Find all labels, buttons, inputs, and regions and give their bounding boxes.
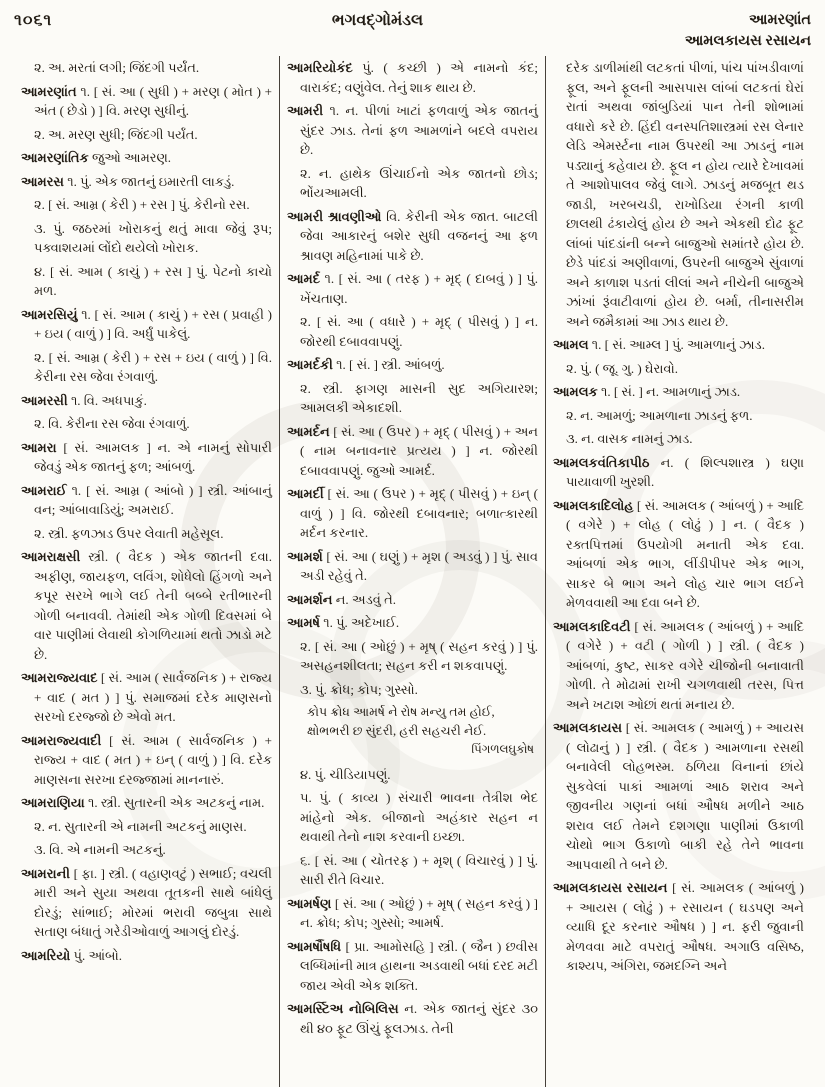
- dictionary-entry: આમરસ ૧. પું. એક જાતનું ઇમારતી લાકડું.: [21, 173, 235, 189]
- headword: આમરસી: [21, 392, 71, 408]
- headword: આમર્શન: [287, 591, 336, 607]
- dictionary-entry: આમરાઈ ૧. [ સં. આમ્ર ( આંબો ) ] સ્ત્રી. આંબાનું વન; આંબાવાડિયું; અમરાઈ.: [21, 482, 272, 518]
- dictionary-entry: આમર્ષણ [ સં. આ ( ઓછું ) + મૃષ્ ( સહન કરવું ) ] ન. ક્રોધ; કોપ; ગુસ્સો; આમર્ષ.: [287, 895, 538, 930]
- dictionary-entry: આમરી શ્રાવણીઓ વિ. કેરીની એક જાત. બાટલી જેવા આકારનું બશેર સુધી વજનનું આ ફળ શ્રાવણ મહિનામાં પાકે છે.: [287, 208, 538, 263]
- headword: આમર્દકી: [287, 357, 337, 373]
- headword: આમરણાંતિક: [21, 150, 92, 166]
- headword: આમલક: [553, 384, 601, 400]
- headword: આમલકાદિવટી: [553, 618, 635, 634]
- dictionary-entry: આમર્ષ ૧. પું. અદેખાઈ.: [287, 615, 400, 631]
- headword: આમર્ષૌષધિ: [287, 938, 346, 954]
- headword: આમલકાયસ: [553, 720, 626, 736]
- entry-sense: ૨. [ સં. આ ( ઓછું ) + મૃષ્ ( સહન કરવું ) ] પું. અસહનશીલતા; સહન કરી ન શકવાપણું.: [300, 638, 538, 674]
- headword: આમર્ષ: [287, 615, 324, 631]
- page-header: [14, 10, 811, 52]
- entry-sense: ૩. ન. વાસક નામનું ઝાડ.: [566, 431, 693, 447]
- dictionary-entry: આમલક ૧. [ સં. ] ન. આમળાનું ઝાડ.: [553, 384, 741, 400]
- dictionary-entry: આમલકાયસ [ સં. આમલક ( આમળું ) + આયસ ( લોઢાનું ) ] સ્ત્રી. ( વૈદક ) આમળાના રસથી બનાવેલી લોહભસ્મ. ઠળિયા વિનાનાં છાંયે સુકવેલાં પાકાં આમળાં આઠ શરાવ અને જીવનીય ગણનાં બધાં ઔષધ મળીને આઠ શરાવ લઈ તેમને દશગણા પાણીમાં ઉકાળી ચોથો ભાગ ઉકાળો બાકી રહે તેને ભાવના આપવાથી તે બને છે.: [553, 720, 804, 872]
- headword: આમરાક્ષસી: [21, 549, 89, 565]
- verse-quote: [287, 703, 538, 758]
- entry-sense: ૩. પું. ક્રોધ; કોપ; ગુસ્સો.: [300, 681, 418, 697]
- headword: આમરી શ્રાવણીઓ: [287, 208, 387, 224]
- dictionary-entry: આમરસી ૧. વિ. અધપાકું.: [21, 392, 147, 408]
- entry-sense: ૨. પું. ( જૂ. ગુ. ) ઘેરાવો.: [566, 360, 679, 376]
- headword: આમરાઈ: [21, 482, 72, 498]
- entry-sense: ૨. ન. સુતારની એ નામની અટકનું માણસ.: [34, 818, 247, 834]
- entry-sense: ૩. પું. જઠરમાં ખોરાકનું થતું માવા જેવું રૂપ; પક્વાશયમાં લોંદો થયેલો ખોરાક.: [34, 220, 272, 256]
- headword: આમર્દી: [287, 486, 328, 502]
- column-3: [545, 56, 811, 1087]
- headword: આમરાણિયા: [21, 795, 88, 811]
- entry-sense: ૨. ન. આમળું; આમળાના ઝાડનું ફળ.: [566, 407, 753, 423]
- headword: આમર્દ: [287, 271, 325, 287]
- dictionary-entry: આમરાક્ષસી સ્ત્રી. ( વૈદક ) એક જાતની દવા. અફીણ, જાયફળ, લવિંગ, શોધેલો હિંગળો અને કપૂર સરખે ભાગે લઈ તેની બબ્બે રતીભારની ગોળી બનાવવી. તેમાંથી એક ગોળી દિવસમાં બે વાર પાણીમાં લેવાથી કોગળિયામાં થતો ઝાડો મટે છે.: [21, 549, 272, 662]
- dictionary-entry: આમરણાંત ૧. [ સં. આ ( સુધી ) + મરણ ( મોત ) + અંત ( છેડો ) ] વિ. મરણ સુધીનું.: [21, 83, 273, 119]
- dictionary-entry: આમલકાદિવટી [ સં. આમલક ( આંબળું ) + આદિ ( વગેરે ) + વટી ( ગોળી ) ] સ્ત્રી. ( વૈદક ) આંબળાં, કુષ્ટ, સાકર વગેરે ચીજોની બનાવાતી ગોળી. તે મોઢામાં રાખી ચગળવાથી તરસ, પિત્ત અને ખટાશ ઓછાં થતાં મનાય છે.: [553, 618, 804, 712]
- entry-sense: ૨. [ સં. આમ્ર ( કેરી ) + રસ + ઇય ( વાળું ) ] વિ. કેરીના રસ જેવા રંગવાળું.: [34, 349, 272, 385]
- dictionary-entry: આમરા [ સં. આમલક ] ન. એ નામનું સોપારી જેવડું એક જાતનું ફળ; આંબળું.: [21, 439, 272, 475]
- headword: આમર્શ: [287, 548, 327, 564]
- column-2: [279, 56, 545, 1087]
- verse-line: ક્ષોભભરી છ સુંદરી, હરી સહચરી નેઈ.: [307, 723, 487, 738]
- dictionary-entry: આમરાજ્યવાદ [ સં. આમ ( સાર્વજનિક ) + રાજ્ય + વાદ ( મત ) ] પું. સમાજમાં દરેક માણસનો સરખો દરજ્જો છે એવો મત.: [21, 670, 272, 725]
- dictionary-entry: આમરાની [ ફા. ] સ્ત્રી. ( વહાણવટું ) સભાઈ; વચલી મારી અને સુયા અથવા તૂતકની સાથે બાંધેલું દોરડું; સાંભાઈ; મોરમાં ભરાવી જબુત્રા સાથે સતાણ બંધાતું ગરેડીઓવાળું આગલું દોરડું.: [21, 865, 272, 940]
- dictionary-entry: આમલકાયસ રસાયન [ સં. આમલક ( આંબળું ) + આયસ ( લોઢું ) + રસાયન ( ઘડપણ અને વ્યાધિ દૂર કરનાર ઔષધ ) ] ન. ફરી જુવાની મેળવવા માટે વપરાતું ઔષધ. અગાઉ વસિષ્ઠ, કાશ્યપ, અંગિરા, જમદગ્નિ અને: [553, 880, 804, 974]
- book-title: ભગવદ્ગોમંડલ: [331, 12, 424, 29]
- headword: આમરસ: [21, 173, 68, 189]
- entry-sense: ૨. અ. મરતાં લગી; જિંદગી પર્યંત.: [34, 60, 200, 76]
- headword: આમરાજ્યવાદ: [21, 670, 101, 686]
- entry-sense: ૪. પું. ચીડિયાપણું.: [300, 766, 391, 782]
- entry-sense: દરેક ડાળીમાંથી લટકતાં પીળાં, પાંચ પાંખડીવાળાં ફૂલ, અને ફૂલની આસપાસ લાંબાં લટકતાં ઘેરાં રાતાં અથવા જાંબુડિયાં પાન તેની શોભામાં વધારો કરે છે. હિંદી વનસ્પતિશાસ્ત્રમાં રસ લેનાર લેડિ એમર્સ્ટના નામ ઉપરથી આ ઝાડનું નામ પડ્યાનું કહેવાય છે. ફૂલ ન હોય ત્યારે દેખાવમાં તે આશોપાલવ જેવું લાગે. ઝાડનું મજબૂત થડ જાડી, ખરબચડી, રાખોડિયા રંગની કાળી છાલથી ઢંકાયેલું હોય છે અને એકથી દોઢ ફૂટ લાંબાં પાંદડાંની બન્ને બાજુઓ સમાંતરે હોય છે. છેડે પાંદડાં અણીવાળાં, ઉપરની બાજુએ સુંવાળાં અને કાળાશ પડતાં લીલાં અને નીચેની બાજુએ ઝાંખાં રૂંવાટીવાળાં હોય છે. બર્મા, તીનાસરીમ અને જમૈકામાં આ ઝાડ થાય છે.: [566, 60, 804, 329]
- verse-line: કોપ ક્રોધ આમર્ષ ને રોષ મન્યુ તમ હોઈ,: [307, 705, 495, 720]
- entry-sense: ૨. સ્ત્રી. ફાગણ માસની સુદ અગિયારશ; આમલકી એકાદશી.: [300, 380, 538, 416]
- headword: આમરા: [21, 439, 64, 455]
- dictionary-entry: આમરસિયું ૧. [ સં. આમ ( કાચું ) + રસ ( પ્રવાહી ) + ઇય ( વાળું ) ] વિ. અર્ધું પાકેલું.: [21, 306, 272, 342]
- dictionary-entry: આમર્ષૌષધિ [ પ્રા. આમોસહિ ] સ્ત્રી. ( જૈન ) છવીસ લબ્ધિમાંની માત્ર હાથના અડવાથી બધાં દરદ મટી જાય એવી એક શક્તિ.: [287, 938, 539, 993]
- headword: આમર્દન: [287, 423, 334, 439]
- dictionary-entry: આમલકાદિલોહ [ સં. આમલક ( આંબળું ) + આદિ ( વગેરે ) + લોહ ( લોઢું ) ] ન. ( વૈદક ) રક્તપિત્તમાં ઉપયોગી મનાતી એક દવા. આંબળાં એક ભાગ, લીંડીપીપર એક ભાગ, સાકર બે ભાગ અને લોહ ચાર ભાગ લઈને મેળવવાથી આ દવા બને છે.: [553, 497, 804, 611]
- headword: આમરિયો: [21, 947, 74, 963]
- dictionary-entry: આમરિયોકંદ પું. ( કચ્છી ) એ નામનો કંદ; વારાકંદ; વણુંવેલ. તેનું શાક થાય છે.: [287, 60, 538, 95]
- dictionary-entry: આમર્દ ૧. [ સં. આ ( તરફ ) + મૃદ્ ( દાબવું ) ] પું. ખેંચતાણ.: [287, 271, 538, 306]
- dictionary-entry: આમરિયો પું. આંબો.: [21, 947, 122, 963]
- entry-sense: ૩. વિ. એ નામની અટકનું.: [34, 842, 166, 858]
- headword: આમલકાયસ રસાયન: [553, 880, 673, 896]
- verse-source: પિંગળલઘુકોષ: [471, 741, 534, 756]
- dictionary-entry: આમરણાંતિક જુઓ આમરણ.: [21, 150, 172, 166]
- column-1: [14, 56, 279, 1087]
- dictionary-entry: આમલ ૧. [ સં. આમ્લ ] પું. આમળાનું ઝાડ.: [553, 337, 765, 353]
- guide-word-last: આમલકાયસ રસાયન: [684, 33, 811, 50]
- headword: આમરાની: [21, 865, 74, 881]
- entry-sense: ૨. વિ. કેરીના રસ જેવા રંગવાળું.: [34, 416, 190, 432]
- dictionary-entry: આમર્સ્ટિઅ નોબિલિસ ન. એક જાતનું સુંદર ૩૦ થી ૪૦ ફૂટ ઊંચું ફૂલઝાડ. તેની: [287, 1001, 538, 1036]
- text-columns: [14, 56, 811, 1087]
- headword: આમરસિયું: [21, 306, 82, 322]
- entry-sense: ૪. [ સં. આમ ( કાચું ) + રસ ] પું. પેટનો કાચો મળ.: [34, 263, 272, 299]
- headword: આમલકવંતિકાપીઠ: [553, 454, 661, 470]
- headword: આમરી: [287, 103, 330, 119]
- headword: આમર્ષણ: [287, 895, 335, 911]
- dictionary-entry: આમર્દકી ૧. [ સં. ] સ્ત્રી. આંબળું.: [287, 357, 445, 373]
- guide-word-first: આમરણાંત: [749, 12, 811, 28]
- dictionary-entry: આમરાણિયા ૧. સ્ત્રી. સુતારની એક અટકનું નામ.: [21, 795, 265, 811]
- entry-sense: ૫. પું. ( કાવ્ય ) સંચારી ભાવના તેત્રીશ ભેદ માંહેનો એક. બીજાનો અહંકાર સહન ન થવાથી તેનો નાશ કરવાની ઇચ્છા.: [300, 790, 538, 844]
- dictionary-entry: આમર્શ [ સં. આ ( ઘણું ) + મૃશ ( અડવું ) ] પું. સાવ અડી રહેવું તે.: [287, 548, 538, 584]
- headword: આમલ: [553, 337, 592, 353]
- headword: આમરણાંત: [21, 83, 81, 99]
- entry-sense: ૨. સ્ત્રી. ફળઝાડ ઉપર લેવાતી મહેસૂલ.: [34, 525, 224, 541]
- headword: આમલકાદિલોહ: [553, 497, 637, 513]
- entry-sense: ૨. અ. મરણ સુધી; જિંદગી પર્યંત.: [34, 126, 198, 142]
- dictionary-entry: આમર્દન [ સં. આ ( ઉપર ) + મૃદ્ ( પીસવું ) + અન ( નામ બનાવનાર પ્રત્યય ) ] ન. જોરથી દબાવવાપણું. જુઓ આમર્દ.: [287, 423, 538, 478]
- headword: આમર્સ્ટિઅ નોબિલિસ: [287, 1001, 405, 1016]
- dictionary-entry: આમર્શન ન. અડવું તે.: [287, 591, 396, 607]
- dictionary-entry: આમરાજ્યવાદી [ સં. આમ ( સાર્વજનિક ) + રાજ્ય + વાદ ( મત ) + ઇન્ ( વાળું ) ] વિ. દરેક માણસના સરખા દરજ્જામાં માનનારું.: [21, 732, 272, 787]
- headword: આમરિયોકંદ: [287, 60, 363, 76]
- dictionary-entry: આમરી ૧. ન. પીળાં ખાટાં ફળવાળું એક જાતનું સુંદર ઝાડ. તેનાં ફળ આમળાંને બદલે વપરાય છે.: [287, 103, 538, 158]
- page-number: ૧૦૬૧: [14, 12, 53, 29]
- entry-sense: ૨. [ સં. આમ્ર ( કેરી ) + રસ ] પું. કેરીનો રસ.: [34, 197, 250, 213]
- dictionary-entry: આમલકવંતિકાપીઠ ન. ( શિલ્પશાસ્ત્ર ) ઘણા પાયાવાળી ખુરશી.: [553, 454, 804, 490]
- entry-sense: ૨. ન. હાથેક ઊંચાઈનો એક જાતનો છોડ; ભોંયઆમલી.: [300, 165, 538, 201]
- headword: આમરાજ્યવાદી: [21, 732, 110, 748]
- entry-sense: ૬. [ સં. આ ( ચોતરફ ) + મૃશ્ ( વિચારવું ) ] પું. સારી રીતે વિચાર.: [300, 852, 538, 887]
- guide-words: [621, 10, 811, 52]
- entry-sense: ૨. [ સં. આ ( વધારે ) + મૃદ્ ( પીસવું ) ] ન. જોરથી દબાવવાપણું.: [300, 314, 538, 349]
- dictionary-entry: આમર્દી [ સં. આ ( ઉપર ) + મૃદ્ ( પીસવું ) + ઇન્ ( વાળું ) ] વિ. જોરથી દબાવનાર; બળાત્કારથી મર્દન કરનાર.: [287, 486, 538, 541]
